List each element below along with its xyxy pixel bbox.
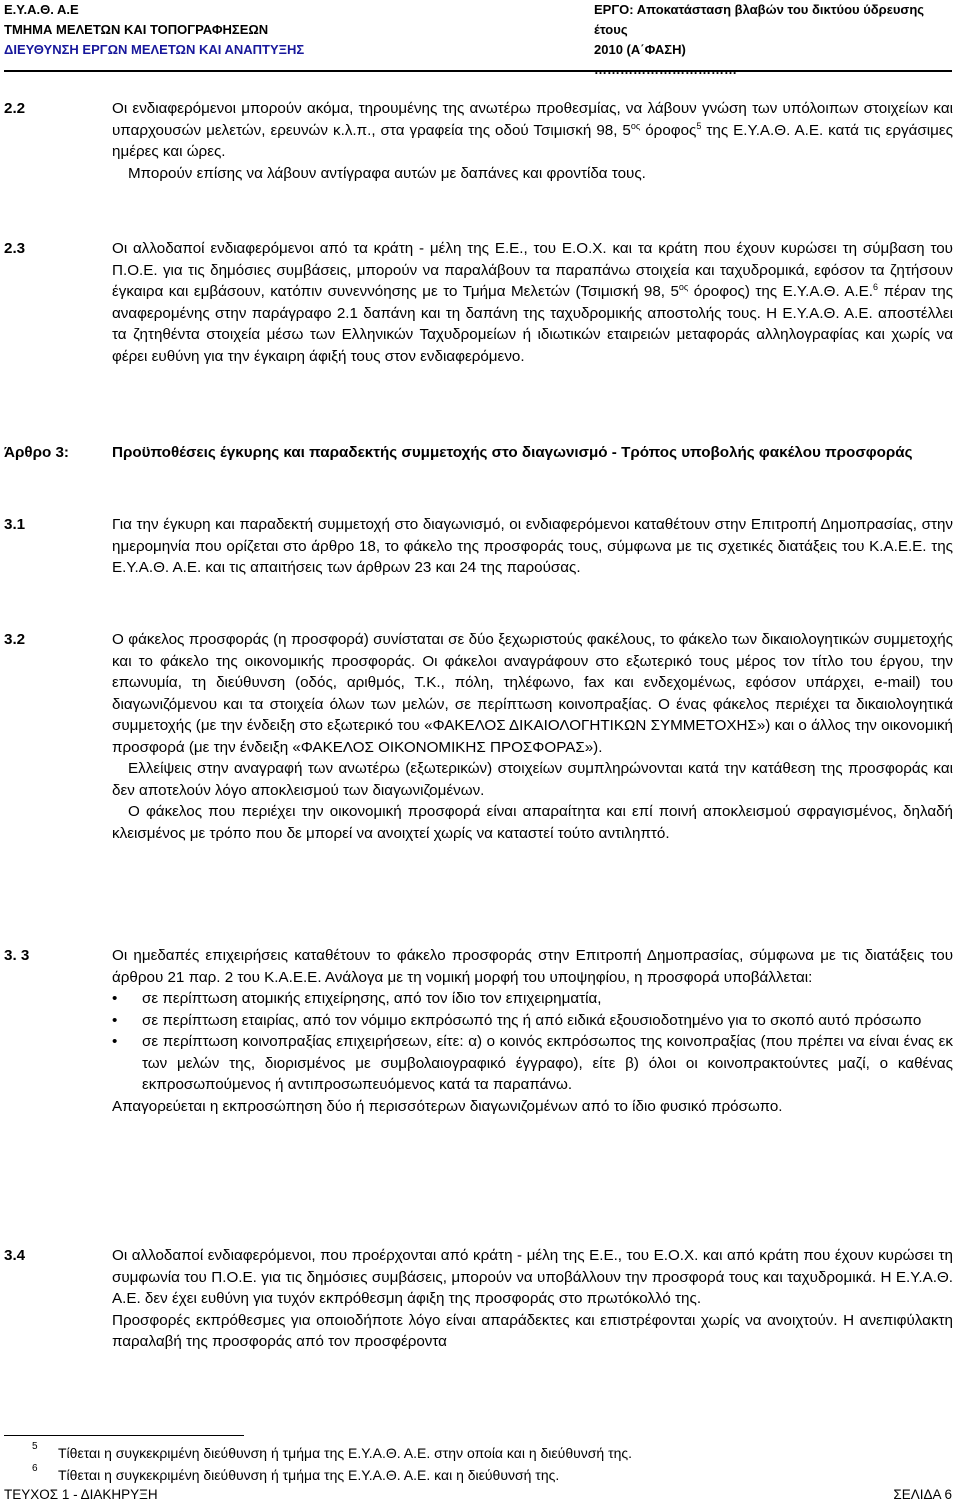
section-number: 3.4 [4, 1247, 26, 1264]
section-number: 3. 3 [4, 947, 30, 964]
header-dots: …………………………… [594, 62, 737, 77]
header-directorate: ΔΙΕΥΘΥΝΣΗ ΕΡΓΩΝ ΜΕΛΕΤΩΝ ΚΑΙ ΑΝΑΠΤΥΞΗΣ [4, 42, 305, 57]
paragraph: Οι ημεδαπές επιχειρήσεις καταθέτουν το φάκελο προσφοράς στην Επιτροπή Δημοπρασίας, σύμφωνα με τις διατάξεις του άρθρου 21 παρ. 2 του Κ.Α.Ε.Ε. Ανάλογα με τη νομική μορφή του υποψηφίου, η προσφορά υποβάλλεται: [112, 947, 953, 986]
footnote-number: 6 [32, 1463, 38, 1474]
header-left [4, 0, 304, 60]
section-text [112, 629, 953, 844]
section-number: 2.2 [4, 100, 26, 117]
list-item: • σε περίπτωση ατομικής επιχείρησης, από τον ίδιο τον επιχειρηματία, [112, 988, 953, 1010]
text-run: Οι αλλοδαποί ενδιαφερόμενοι από τα κράτη - μέλη της Ε.Ε., του Ε.Ο.Χ. και τα κράτη που έχουν κυρώσει τη σύμβαση του Π.Ο.Ε. για τις δημόσιες συμβάσεις, μπορούν να παραλάβουν τα παραπάνω στοιχεία και ταχυδρομικά, εφόσον τα ζητήσουν έγκαιρα και εμβάσουν, κατόπιν συνεννόησης με το Τμήμα Μελετών (Τσιμισκή 98, 5 [112, 240, 953, 300]
paragraph: Μπορούν επίσης να λάβουν αντίγραφα αυτών με δαπάνες και φροντίδα τους. [128, 164, 646, 182]
header-rule [4, 70, 952, 72]
footnote-ref: 5 [696, 120, 702, 131]
text-run: πέραν της αναφερομένης στην παράγραφο 2.1 δαπάνη και τη δαπάνη της ταχυδρομικής αποστολής τους. Η Ε.Υ.Α.Θ. Α.Ε. αποστέλλει τα ζητηθέντα στοιχεία μέσω των Ελληνικών Ταχυδρομείων ή ιδιωτικών εταιρειών μεταφοράς αλληλογραφίας και χωρίς να φέρει ευθύνη για την έγκαιρη άφιξή τους στον ενδιαφερόμενο. [112, 283, 953, 365]
article-label: Άρθρο 3: [4, 444, 69, 461]
page-footer [4, 1484, 952, 1506]
footnote-ref: 6 [873, 281, 879, 292]
text-run: όροφος [640, 121, 697, 139]
text-run: Οι ενδιαφερόμενοι μπορούν ακόμα, τηρουμένης της ανωτέρω προθεσμίας, να λάβουν γνώση των υπόλοιπων στοιχείων και υπαρχουσών μελετών, ερευνών κ.λ.π., στα γραφεία της οδού Τσιμισκή 98, 5 [112, 100, 953, 139]
section-text [112, 1245, 953, 1353]
section-2-2 [0, 98, 953, 184]
header-dept: ΤΜΗΜΑ ΜΕΛΕΤΩΝ ΚΑΙ ΤΟΠΟΓΡΑΦΗΣΕΩΝ [4, 22, 269, 37]
section-number: 3.1 [4, 516, 26, 533]
paragraph: Απαγορεύεται η εκπροσώπηση δύο ή περισσότερων διαγωνιζομένων από το ίδιο φυσικό πρόσωπο. [112, 1097, 783, 1115]
paragraph: Ο φάκελος που περιέχει την οικονομική προσφορά είναι απαραίτητα και επί ποινή αποκλεισμού σφραγισμένος, δηλαδή κλεισμένος με τρόπο που δε μπορεί να ανοιχτεί χωρίς να καταστεί τούτο αντιληπτό. [112, 803, 953, 842]
footer-left: ΤΕΥΧΟΣ 1 - ΔΙΑΚΗΡΥΞΗ [4, 1487, 158, 1502]
section-number: 3.2 [4, 631, 26, 648]
article-title: Προϋποθέσεις έγκυρης και παραδεκτής συμμετοχής στο διαγωνισμό - Τρόπος υποβολής φακέλου προσφοράς [112, 444, 913, 461]
footnote-text: Τίθεται η συγκεκριμένη διεύθυνση ή τμήμα της Ε.Υ.Α.Θ. Α.Ε. και η διεύθυνσή της. [58, 1467, 560, 1483]
header-year: 2010 (Α΄ΦΑΣΗ) [594, 42, 686, 57]
header-right [594, 0, 952, 80]
section-text [112, 238, 953, 367]
paragraph: Προσφορές εκπρόθεσμες για οποιοδήποτε λόγο είναι απαράδεκτες και επιστρέφονται χωρίς να ανοιχτούν. Η ανεπιφύλακτη παραλαβή της προσφοράς από τον προσφέροντα [112, 1311, 953, 1350]
header-project: ΕΡΓΟ: Αποκατάσταση βλαβών του δικτύου ύδρευσης έτους [594, 2, 925, 37]
section-3-1 [0, 514, 953, 579]
section-3-2 [0, 629, 953, 844]
section-text: Για την έγκυρη και παραδεκτή συμμετοχή στο διαγωνισμό, οι ενδιαφερόμενοι καταθέτουν στην Επιτροπή Δημοπρασίας, στην ημερομηνία που ορίζεται στο άρθρο 18, το φάκελο της προσφοράς τους, σύμφωνα με τις σχετικές διατάξεις του Κ.Α.Ε.Ε. της Ε.Υ.Α.Θ. Α.Ε. και τις απαιτήσεις των άρθρων 23 και 24 της παρούσας. [112, 516, 953, 576]
list-item: • σε περίπτωση κοινοπραξίας επιχειρήσεων, είτε: α) ο κοινός εκπρόσωπος της κοινοπραξίας (που πρέπει να είναι ένας εκ των μελών της, διορισμένος με συμβολαιογραφικό έγγραφο), είτε β) όλοι οι κοινοπρακτούντες μαζί, ο καθένας εκπροσωπούμενος ή αντιπροσωπευόμενος κατά τα παραπάνω. [112, 1031, 953, 1096]
section-2-3 [0, 238, 953, 367]
footnote-number: 5 [32, 1441, 38, 1452]
page-header [4, 0, 952, 77]
section-number: 2.3 [4, 240, 26, 257]
footnote [0, 1441, 953, 1462]
superscript: ος [630, 120, 641, 131]
text-run: όροφος) της Ε.Υ.Α.Θ. Α.Ε. [688, 283, 874, 300]
footnote-text: Τίθεται η συγκεκριμένη διεύθυνση ή τμήμα της Ε.Υ.Α.Θ. Α.Ε. στην οποία και η διεύθυνσή της. [58, 1445, 633, 1461]
list-item: • σε περίπτωση εταιρίας, από τον νόμιμο εκπρόσωπό της ή από ειδικά εξουσιοδοτημένο για το σκοπό αυτό πρόσωπο [112, 1010, 953, 1032]
section-3-3 [0, 945, 953, 1117]
footnote [0, 1463, 953, 1484]
page-number: ΣΕΛΙΔΑ 6 [893, 1487, 952, 1502]
bullet-list [112, 988, 953, 1096]
superscript: ος [678, 281, 689, 292]
article-3-heading [0, 442, 953, 464]
section-text [112, 945, 953, 1117]
paragraph: Ο φάκελος προσφοράς (η προσφορά) συνίσταται σε δύο ξεχωριστούς φακέλους, το φάκελο των δικαιολογητικών συμμετοχής και το φάκελο της οικονομικής προσφοράς. Οι φάκελοι αναγράφουν στο εξωτερικό τους μέρος τον τίτλο του έργου, την επωνυμία, τη διεύθυνση (οδός, αριθμός, Τ.Κ., πόλη, τηλέφωνο, fax και ενδεχομένως, εφόσον υπάρχει, e-mail) του διαγωνιζόμενου και τα στοιχεία όλων των μελών, σε περίπτωση κοινοπραξίας. Ο ένας φάκελος περιέχει τα δικαιολογητικά συμμετοχής (με την ένδειξη στο εξωτερικό του «ΦΑΚΕΛΟΣ ΔΙΚΑΙΟΛΟΓΗΤΙΚΩΝ ΣΥΜΜΕΤΟΧΗΣ») και ο άλλος την οικονομική προσφορά (με την ένδειξη «ΦΑΚΕΛΟΣ ΟΙΚΟΝΟΜΙΚΗΣ ΠΡΟΣΦΟΡΑΣ»). [112, 631, 953, 756]
paragraph: Οι αλλοδαποί ενδιαφερόμενοι, που προέρχονται από κράτη - μέλη της Ε.Ε., του Ε.Ο.Χ. και από κράτη που έχουν κυρώσει τη συμφωνία του Π.Ο.Ε. για τις δημόσιες συμβάσεις, μπορούν να υποβάλλουν την προσφορά τους και ταχυδρομικά. Η Ε.Υ.Α.Θ. Α.Ε. δεν έχει ευθύνη για τυχόν εκπρόθεσμη άφιξη της προσφοράς στο πρωτόκολλό της. [112, 1247, 953, 1307]
footnote-rule [4, 1435, 244, 1436]
section-text [112, 98, 953, 184]
section-3-4 [0, 1245, 953, 1353]
text-run: της Ε.Υ.Α.Θ. Α.Ε. κατά τις εργάσιμες ημέρες και ώρες. [112, 121, 953, 160]
paragraph: Ελλείψεις στην αναγραφή των ανωτέρω (εξωτερικών) στοιχείων συμπληρώνονται κατά την κατάθεση της προσφοράς και δεν αποτελούν λόγο αποκλεισμού των διαγωνιζομένων. [112, 760, 953, 799]
header-org: Ε.Υ.Α.Θ. Α.Ε [4, 2, 79, 17]
